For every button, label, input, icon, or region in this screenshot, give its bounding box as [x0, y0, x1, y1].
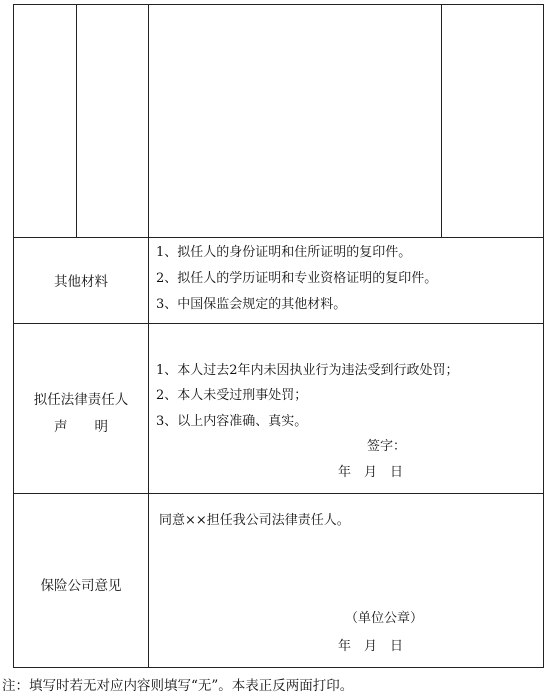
declaration-label-line1: 拟任法律责任人	[33, 392, 129, 408]
row-separator-1	[14, 237, 543, 238]
declaration-item-3: 3、以上内容准确、真实。	[156, 414, 308, 429]
row-separator-2	[14, 323, 543, 324]
company-opinion-label: 保险公司意见	[40, 578, 122, 594]
other-materials-label: 其他材料	[54, 274, 108, 290]
declaration-item-1: 1、本人过去2年内未因执业行为违法受到行政处罚；	[156, 363, 459, 378]
other-materials-item-2: 2、拟任人的学历证明和专业资格证明的复印件。	[156, 271, 438, 286]
declaration-signature: 签字：	[367, 439, 407, 454]
other-materials-item-1: 1、拟任人的身份证明和住所证明的复印件。	[156, 245, 412, 260]
company-opinion-text: 同意××担任我公司法律责任人。	[159, 513, 350, 528]
company-opinion-date: 年 月 日	[338, 639, 404, 654]
label-column-divider	[148, 5, 149, 667]
top-divider-1	[76, 5, 77, 237]
declaration-item-2: 2、本人未受过刑事处罚；	[156, 388, 308, 403]
declaration-date: 年 月 日	[338, 465, 404, 480]
top-divider-3	[441, 5, 442, 237]
row-separator-3	[14, 493, 543, 494]
other-materials-item-3: 3、中国保监会规定的其他材料。	[156, 297, 347, 312]
legal-responsible-person-form	[13, 4, 544, 668]
declaration-label-line2: 声 明	[54, 419, 108, 435]
footnote: 注：填写时若无对应内容则填写“无”。本表正反两面打印。	[2, 678, 354, 694]
company-seal: （单位公章）	[345, 611, 424, 626]
